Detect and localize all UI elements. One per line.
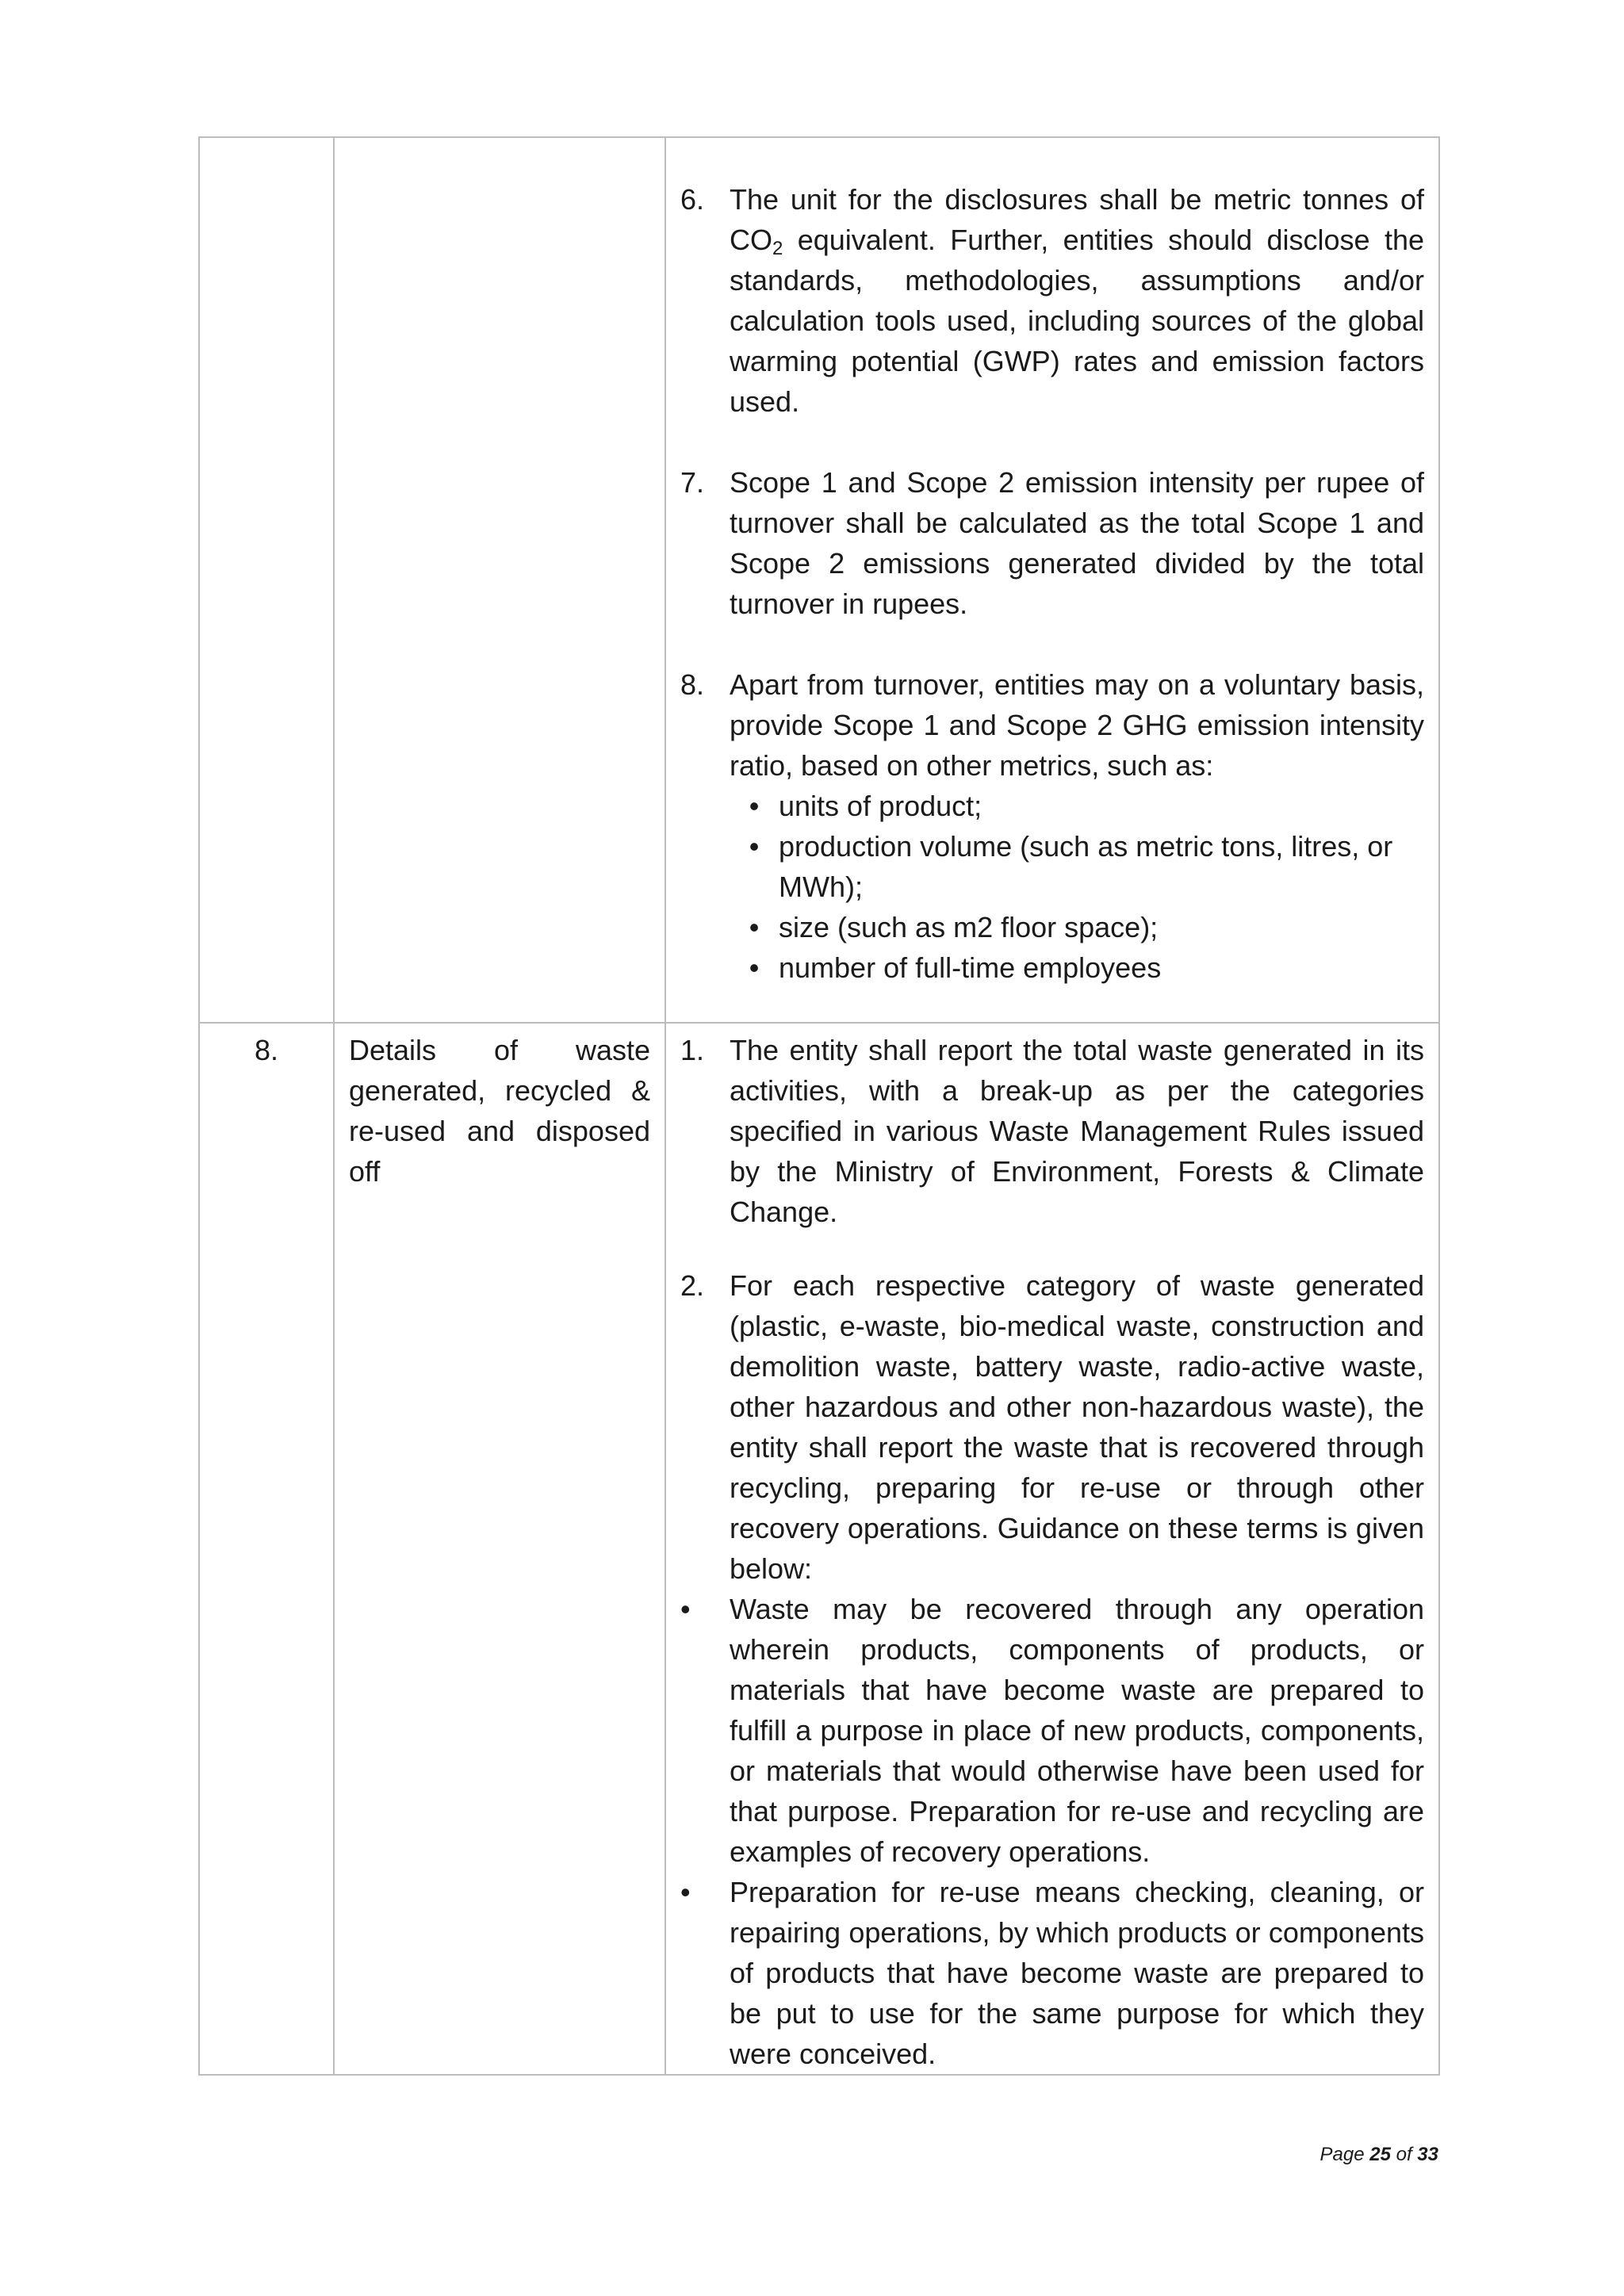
total-page-number: 33 bbox=[1417, 2144, 1438, 2165]
item-text: Preparation for re-use means checking, cleaning, or repairing operations, by which products or components of products that have become waste are prepared to be put to use for the same purpose for which they were conceived. bbox=[730, 1876, 1424, 2070]
item-text: Waste may be recovered through any operation wherein products, components of products, or materials that have become waste are prepared to fulfill a purpose in place of new products, components, or materials that would otherwise have been used for that purpose. Preparation for re-use and recycling are examples of recovery operations. bbox=[730, 1593, 1424, 1868]
item-marker: 1. bbox=[680, 1034, 705, 1066]
item-text: The entity shall report the total waste generated in its activities, with a break-up as per the categories specified in various Waste Management Rules issued by the Ministry of Environment, Forests & Climate Change. bbox=[730, 1034, 1424, 1228]
subscript: 2 bbox=[772, 238, 783, 259]
bullet-icon: • bbox=[680, 1593, 691, 1625]
table-row-8 bbox=[199, 1023, 1439, 2075]
guidance-item-1 bbox=[680, 1030, 1424, 1232]
bullet-icon: • bbox=[749, 951, 760, 984]
item-marker: 6. bbox=[680, 183, 705, 216]
bullet-icon: • bbox=[749, 790, 760, 822]
bullet-icon: • bbox=[680, 1876, 691, 1908]
item-text: Apart from turnover, entities may on a voluntary basis, provide Scope 1 and Scope 2 GHG emission intensity ratio, based on other metrics, such as: bbox=[730, 668, 1424, 782]
guidance-item-7 bbox=[680, 462, 1424, 624]
bullet-icon: • bbox=[749, 911, 760, 943]
row-title-cell: Details of waste generated, recycled & re-used and disposed off bbox=[334, 1023, 665, 2075]
item-text: For each respective category of waste generated (plastic, e-waste, bio-medical waste, construction and demolition waste, battery waste, radio-active waste, other hazardous and other non-hazardous waste), the entity shall report the waste that is recovered through recycling, preparing for re-use or through other recovery operations. Guidance on these terms is given below: bbox=[730, 1269, 1424, 1585]
list-item: • production volume (such as metric tons, litres, or MWh); bbox=[730, 826, 1424, 907]
guidance-item-6 bbox=[680, 179, 1424, 422]
guidance-cell bbox=[665, 137, 1439, 1023]
of-word: of bbox=[1396, 2144, 1412, 2165]
guidance-item-2 bbox=[680, 1265, 1424, 1589]
table-row-continued bbox=[199, 137, 1439, 1023]
guidance-table bbox=[198, 136, 1440, 2076]
guidance-bullet-reuse bbox=[680, 1872, 1424, 2074]
page-footer bbox=[1320, 2144, 1439, 2166]
item-marker: 2. bbox=[680, 1269, 705, 1302]
list-item: • number of full-time employees bbox=[730, 947, 1424, 988]
list-item: • size (such as m2 floor space); bbox=[730, 907, 1424, 947]
guidance-bullet-recovery bbox=[680, 1589, 1424, 1872]
list-item: • units of product; bbox=[730, 786, 1424, 826]
row-title-cell bbox=[334, 137, 665, 1023]
item-marker: 8. bbox=[680, 668, 705, 701]
page-word: Page bbox=[1320, 2144, 1365, 2165]
guidance-item-8 bbox=[680, 664, 1424, 786]
current-page-number: 25 bbox=[1369, 2144, 1391, 2165]
row-number-cell bbox=[199, 137, 334, 1023]
bullet-icon: • bbox=[749, 830, 760, 863]
item-text: The unit for the disclosures shall be metric tonnes of $CO_2$ equivalent. Further, entities should disclose the standards, methodologies, assumptions and/or calculation tools used, including sources of the global warming potential (GWP) rates and emission factors used. bbox=[730, 183, 1424, 418]
guidance-cell bbox=[665, 1023, 1439, 2075]
item-marker: 7. bbox=[680, 466, 705, 499]
metrics-bullet-list bbox=[680, 786, 1424, 988]
item-text: Scope 1 and Scope 2 emission intensity per rupee of turnover shall be calculated as the total Scope 1 and Scope 2 emissions generated divided by the total turnover in rupees. bbox=[730, 466, 1424, 620]
row-number-cell: 8. bbox=[199, 1023, 334, 2075]
